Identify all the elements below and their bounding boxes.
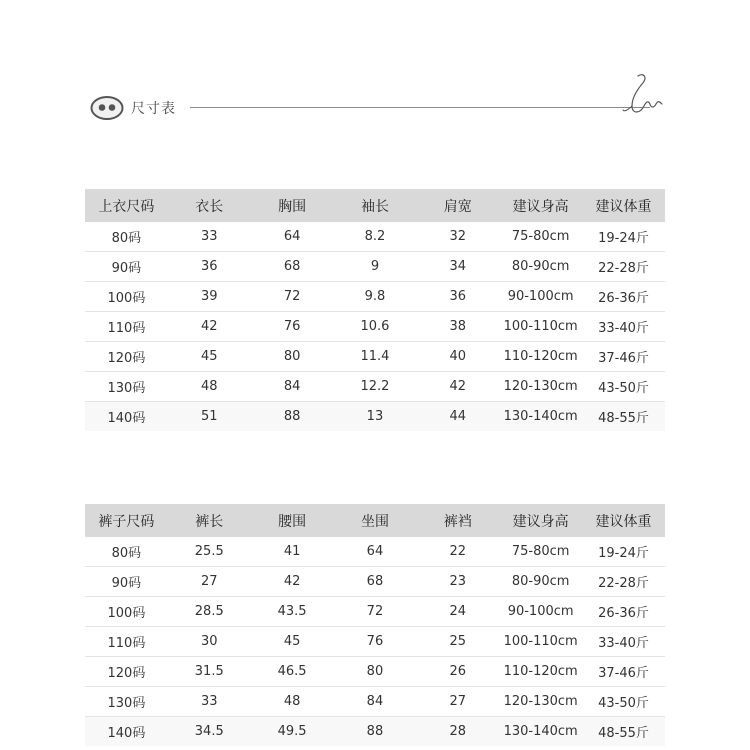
table-cell: 130码 (85, 372, 168, 402)
table-cell: 130-140cm (499, 402, 582, 432)
table-cell: 40 (416, 342, 499, 372)
table-cell: 80-90cm (499, 252, 582, 282)
table-cell: 9.8 (334, 282, 417, 312)
table-cell: 90-100cm (499, 282, 582, 312)
table-cell: 120-130cm (499, 687, 582, 717)
table-row (85, 687, 665, 717)
table-cell: 48 (251, 687, 334, 717)
top-size-table (85, 189, 665, 431)
table-cell: 100码 (85, 282, 168, 312)
table-cell: 25 (416, 627, 499, 657)
table-cell: 19-24斤 (582, 222, 665, 252)
table-header-row (85, 189, 665, 222)
table-cell: 36 (416, 282, 499, 312)
table-cell: 80码 (85, 222, 168, 252)
table-cell: 120-130cm (499, 372, 582, 402)
table-cell: 48 (168, 372, 251, 402)
table-cell: 45 (251, 627, 334, 657)
table-cell: 140码 (85, 402, 168, 432)
table-cell: 30 (168, 627, 251, 657)
table-cell: 33-40斤 (582, 312, 665, 342)
table-cell: 28 (416, 717, 499, 747)
table-cell: 75-80cm (499, 222, 582, 252)
column-header: 建议体重 (582, 189, 665, 222)
table-row (85, 372, 665, 402)
pants-size-table (85, 504, 665, 746)
table-cell: 23 (416, 567, 499, 597)
column-header: 坐围 (334, 504, 417, 537)
table-row (85, 627, 665, 657)
table-cell: 42 (416, 372, 499, 402)
table-cell: 68 (251, 252, 334, 282)
table-cell: 41 (251, 537, 334, 567)
table-cell: 90码 (85, 567, 168, 597)
table-cell: 84 (251, 372, 334, 402)
table-row (85, 657, 665, 687)
table-cell: 72 (251, 282, 334, 312)
table-cell: 100-110cm (499, 312, 582, 342)
table-row (85, 597, 665, 627)
table-cell: 43.5 (251, 597, 334, 627)
column-header: 裤长 (168, 504, 251, 537)
table-cell: 51 (168, 402, 251, 432)
table-cell: 33-40斤 (582, 627, 665, 657)
table-row (85, 717, 665, 747)
table-row (85, 282, 665, 312)
table-cell: 12.2 (334, 372, 417, 402)
table-cell: 80-90cm (499, 567, 582, 597)
table-cell: 26 (416, 657, 499, 687)
column-header: 建议身高 (499, 189, 582, 222)
table-cell: 45 (168, 342, 251, 372)
table-cell: 80 (251, 342, 334, 372)
table-cell: 88 (251, 402, 334, 432)
table-cell: 22-28斤 (582, 252, 665, 282)
column-header: 建议体重 (582, 504, 665, 537)
table-row (85, 402, 665, 432)
table-cell: 110码 (85, 627, 168, 657)
size-chart-header (88, 92, 670, 126)
table-cell: 120码 (85, 342, 168, 372)
table-cell: 110码 (85, 312, 168, 342)
table-cell: 34.5 (168, 717, 251, 747)
table-cell: 76 (334, 627, 417, 657)
table-cell: 64 (334, 537, 417, 567)
column-header: 胸围 (251, 189, 334, 222)
table-cell: 37-46斤 (582, 657, 665, 687)
column-header: 裤裆 (416, 504, 499, 537)
table-cell: 80码 (85, 537, 168, 567)
table-cell: 130码 (85, 687, 168, 717)
table-cell: 48-55斤 (582, 717, 665, 747)
table-cell: 42 (168, 312, 251, 342)
table-cell: 140码 (85, 717, 168, 747)
table-cell: 49.5 (251, 717, 334, 747)
page-title: 尺寸表 (131, 101, 176, 117)
table-cell: 80 (334, 657, 417, 687)
table-cell: 8.2 (334, 222, 417, 252)
table-row (85, 222, 665, 252)
table-cell: 27 (168, 567, 251, 597)
table-cell: 75-80cm (499, 537, 582, 567)
table-cell: 44 (416, 402, 499, 432)
table-cell: 11.4 (334, 342, 417, 372)
column-header: 袖长 (334, 189, 417, 222)
table-row (85, 342, 665, 372)
size-script-logo (622, 70, 668, 124)
table-header-row (85, 504, 665, 537)
table-cell: 19-24斤 (582, 537, 665, 567)
column-header: 腰围 (251, 504, 334, 537)
table-cell: 100码 (85, 597, 168, 627)
table-cell: 90码 (85, 252, 168, 282)
table-cell: 64 (251, 222, 334, 252)
table-cell: 25.5 (168, 537, 251, 567)
table-cell: 31.5 (168, 657, 251, 687)
table-cell: 39 (168, 282, 251, 312)
column-header: 裤子尺码 (85, 504, 168, 537)
table-cell: 22-28斤 (582, 567, 665, 597)
table-cell: 28.5 (168, 597, 251, 627)
table-cell: 9 (334, 252, 417, 282)
table-cell: 37-46斤 (582, 342, 665, 372)
header-divider (190, 107, 650, 108)
table-cell: 22 (416, 537, 499, 567)
table-cell: 46.5 (251, 657, 334, 687)
table-cell: 110-120cm (499, 342, 582, 372)
column-header: 建议身高 (499, 504, 582, 537)
table-cell: 42 (251, 567, 334, 597)
table-cell: 33 (168, 687, 251, 717)
table-cell: 90-100cm (499, 597, 582, 627)
table-cell: 34 (416, 252, 499, 282)
table-row (85, 312, 665, 342)
table-cell: 24 (416, 597, 499, 627)
table-cell: 110-120cm (499, 657, 582, 687)
table-cell: 88 (334, 717, 417, 747)
column-header: 肩宽 (416, 189, 499, 222)
table-cell: 130-140cm (499, 717, 582, 747)
table-cell: 32 (416, 222, 499, 252)
table-cell: 26-36斤 (582, 282, 665, 312)
table-cell: 33 (168, 222, 251, 252)
table-cell: 120码 (85, 657, 168, 687)
table-cell: 72 (334, 597, 417, 627)
column-header: 上衣尺码 (85, 189, 168, 222)
table-cell: 48-55斤 (582, 402, 665, 432)
table-cell: 100-110cm (499, 627, 582, 657)
column-header: 衣长 (168, 189, 251, 222)
table-cell: 36 (168, 252, 251, 282)
table-cell: 43-50斤 (582, 372, 665, 402)
table-cell: 38 (416, 312, 499, 342)
table-cell: 84 (334, 687, 417, 717)
table-row (85, 252, 665, 282)
table-cell: 27 (416, 687, 499, 717)
table-cell: 76 (251, 312, 334, 342)
table-cell: 68 (334, 567, 417, 597)
eyes-logo-icon (90, 95, 124, 121)
table-row (85, 567, 665, 597)
table-cell: 10.6 (334, 312, 417, 342)
table-cell: 13 (334, 402, 417, 432)
table-row (85, 537, 665, 567)
table-cell: 26-36斤 (582, 597, 665, 627)
table-cell: 43-50斤 (582, 687, 665, 717)
